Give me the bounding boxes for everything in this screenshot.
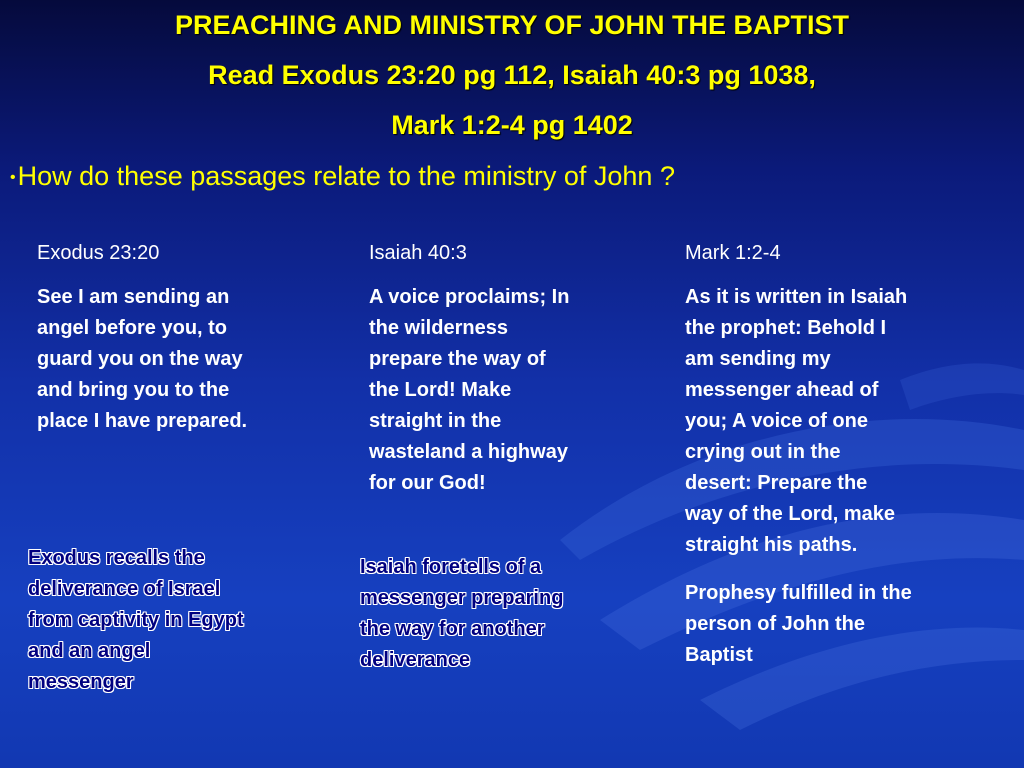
slide-title: PREACHING AND MINISTRY OF JOHN THE BAPTIST — [174, 10, 850, 40]
isaiah-heading: Isaiah 40:3 — [369, 242, 467, 264]
isaiah-passage: A voice proclaims; In the wilderness prepare the way of the Lord! Make straight in the wasteland a highway for our God! — [369, 286, 570, 494]
bullet-icon: • — [10, 169, 16, 187]
discussion-question — [10, 160, 675, 192]
discussion-question-text: How do these passages relate to the ministry of John ? — [17, 161, 675, 191]
mark-fulfillment-note: Prophesy fulfilled in the person of John the Baptist — [685, 582, 912, 666]
reading-assignment-line1: Read Exodus 23:20 pg 112, Isaiah 40:3 pg 1038, — [208, 60, 816, 90]
mark-heading: Mark 1:2-4 — [685, 242, 781, 264]
isaiah-note: Isaiah foretells of a messenger preparing the way for another deliverance — [360, 556, 564, 671]
mark-passage: As it is written in Isaiah the prophet: Behold I am sending my messenger ahead of you; A voice of one crying out in the desert: Prepare the way of the Lord, make straight his paths. — [685, 286, 908, 556]
exodus-heading: Exodus 23:20 — [37, 242, 160, 264]
exodus-note: Exodus recalls the deliverance of Israel from captivity in Egypt and an angel messenger — [28, 547, 244, 693]
exodus-passage: See I am sending an angel before you, to guard you on the way and bring you to the place I have prepared. — [37, 286, 248, 432]
reading-assignment-line2: Mark 1:2-4 pg 1402 — [391, 110, 633, 140]
